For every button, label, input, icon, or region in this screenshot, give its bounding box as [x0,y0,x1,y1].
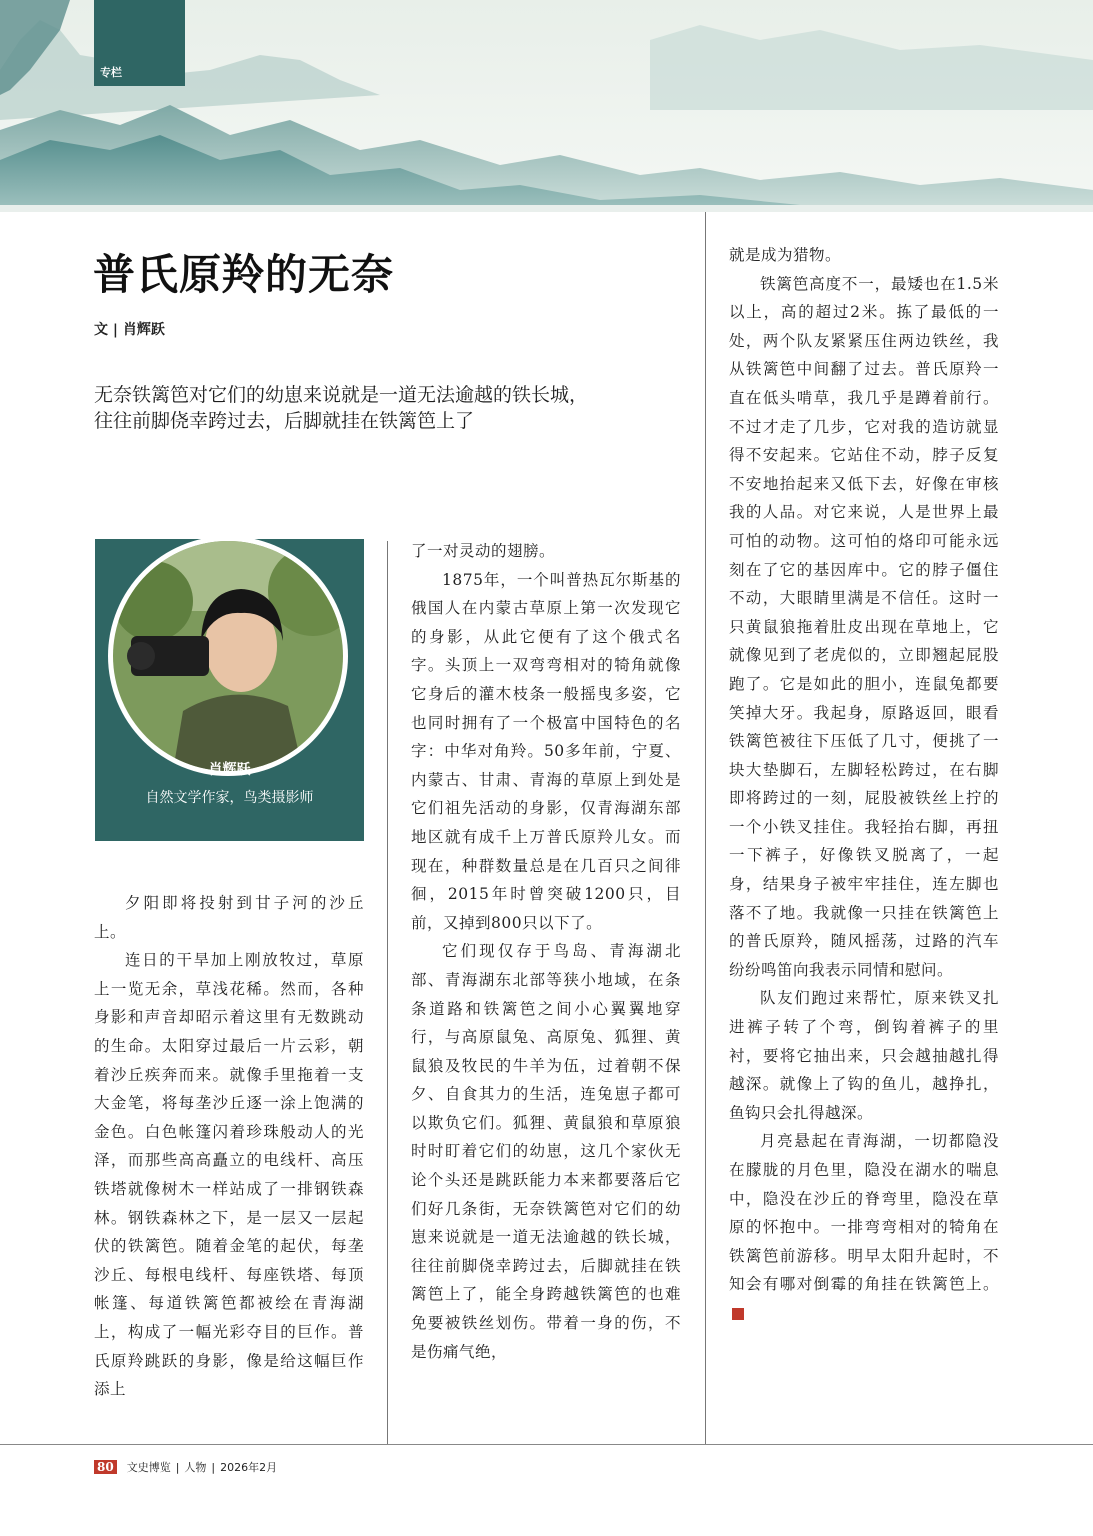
author-role: 自然文学作家，鸟类摄影师 [145,790,314,806]
magazine-name: 文史博览 [126,1461,171,1474]
paragraph: 了一对灵动的翅膀。 [411,542,556,560]
section-name: 人物 [184,1461,207,1474]
byline: 文 | 肖辉跃 [94,322,165,338]
text-column-1 [94,889,364,1404]
lead-quote [94,382,654,434]
paragraph: 队友们跑过来帮忙，原来铁叉扎进裤子转了个弯，倒钩着裤子的里衬，要将它抽出来，只会越抽越扎得越深。就像上了钩的鱼儿，越挣扎，鱼钩只会扎得越深。 [729,989,999,1122]
page-number: 80 [94,1460,117,1474]
paragraph: 它们现仅存于鸟岛、青海湖北部、青海湖东北部等狭小地域，在条条道路和铁篱笆之间小心翼翼地穿行，与高原鼠兔、高原兔、狐狸、黄鼠狼及牧民的牛羊为伍，过着朝不保夕、自食其力的生活，连兔崽子都可以欺负它们。狐狸、黄鼠狼和草原狼时时盯着它们的幼崽，这几个家伙无论个头还是跳跃能力本来都要落后它们好几条街，无奈铁篱笆对它们的幼崽来说就是一道无法逾越的铁长城，往往前脚侥幸跨过去，后脚就挂在铁篱笆上了，能全身跨越铁篱笆的也难免要被铁丝划伤。带着一身的伤，不是伤痛气绝， [411,942,681,1361]
text-column-3 [729,241,999,1328]
column-tag [94,0,185,86]
footer-rule [0,1444,1093,1445]
author-name: 肖辉跃 [208,762,251,778]
lead-line-1: 无奈铁篱笆对它们的幼崽来说就是一道无法逾越的铁长城， [94,384,589,406]
author-card [95,539,364,841]
paragraph-text: 月亮悬起在青海湖，一切都隐没在朦胧的月色里，隐没在湖水的喘息中，隐没在沙丘的脊弯里，隐没在草原的怀抱中。一排弯弯相对的犄角在铁篱笆前游移。明早太阳升起时，不知会有哪对倒霉的角挂在铁篱笆上。 [729,1132,999,1294]
paragraph-last [729,1127,999,1327]
end-mark-icon: ■ [732,1308,744,1320]
column-divider-right [705,541,706,1444]
author-photo [113,541,343,771]
column-tag-label: 专栏 [100,66,122,79]
paragraph: 连日的干旱加上刚放牧过，草原上一览无余，草浅花稀。然而，各种身影和声音却昭示着这里有无数跳动的生命。太阳穿过最后一片云彩，朝着沙丘疾奔而来。就像手里拖着一支大金笔，将每垄沙丘逐一涂上饱满的金色。白色帐篷闪着珍珠般动人的光泽，而那些高高矗立的电线杆、高压铁塔就像树木一样站成了一排钢铁森林。钢铁森林之下，是一层又一层起伏的铁篱笆。随着金笔的起伏，每垄沙丘、每根电线杆、每座铁塔、每顶帐篷、每道铁篱笆都被绘在青海湖上，构成了一幅光彩夺目的巨作。普氏原羚跳跃的身影，像是给这幅巨作添上 [94,951,364,1399]
issue-date: 2026年2月 [220,1461,278,1474]
paragraph: 就是成为猎物。 [729,246,842,264]
paragraph: 夕阳即将投射到甘子河的沙丘上。 [94,894,364,941]
article-title: 普氏原羚的无奈 [93,250,395,299]
page-footer: 80 文史博览 | 人物 | 2026年2月 [94,1459,277,1475]
paragraph: 铁篱笆高度不一，最矮也在1.5米以上，高的超过2米。拣了最低的一处，两个队友紧紧压住两边铁丝，我从铁篱笆中间翻了过去。普氏原羚一直在低头啃草，我几乎是蹲着前行。不过才走了几步，它对我的造访就显得不安起来。它站住不动，脖子反复不安地抬起来又低下去，好像在审核我的人品。对它来说，人是世界上最可怕的动物。这可怕的烙印可能永远刻在了它的基因库中。它的脖子僵住不动，大眼睛里满是不信任。这时一只黄鼠狼拖着肚皮出现在草地上，它就像见到了老虎似的，立即翘起屁股跑了。它是如此的胆小，连鼠兔都要笑掉大牙。我起身，原路返回，眼看铁篱笆被往下压低了几寸，便挑了一块大垫脚石，左脚轻松跨过，在右脚即将跨过的一刻，屁股被铁丝上拧的一个小铁叉挂住。我轻抬右脚，再扭一下裤子，好像铁叉脱离了，一起身，结果身子被牢牢挂住，连左脚也落不了地。我就像一只挂在铁篱笆上的普氏原羚，随风摇荡，过路的汽车纷纷鸣笛向我表示同情和慰问。 [729,274,999,979]
author-portrait-frame [108,536,348,776]
paragraph: 1875年，一个叫普热瓦尔斯基的俄国人在内蒙古草原上第一次发现它的身影，从此它便有了这个俄式名字。头顶上一双弯弯相对的犄角就像它身后的灌木枝条一般摇曳多姿，它也同时拥有了一个极富中国特色的名字：中华对角羚。50多年前，宁夏、内蒙古、甘肃、青海的草原上到处是它们祖先活动的身影，仅青海湖东部地区就有成千上万普氏原羚儿女。而现在，种群数量总是在几百只之间徘徊，2015年时曾突破1200只，目前，又掉到800只以下了。 [411,570,681,932]
column-divider-top [705,212,706,542]
text-column-2 [411,537,681,1366]
lead-line-2: 往往前脚侥幸跨过去，后脚就挂在铁篱笆上了 [94,410,475,432]
column-divider-left [387,541,388,1444]
